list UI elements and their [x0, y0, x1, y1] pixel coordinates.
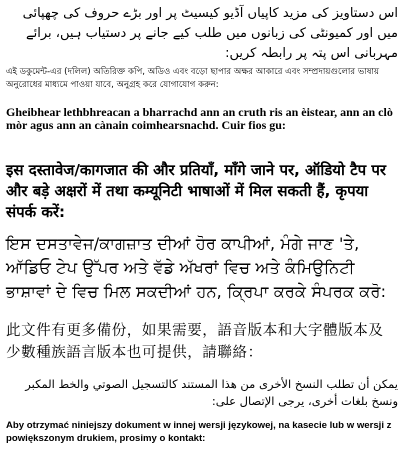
punjabi-text: ਇਸ ਦਸਤਾਵੇਜ/ਕਾਗਜ਼ਾਤ ਦੀਆਂ ਹੋਰ ਕਾਪੀਆਂ, ਮੰਗੇ ਜਾਣ 'ਤੇ, ਆੱਡਿਓ ਟੇਪ ਉੱਪਰ ਅਤੇ ਵੱਡੇ ਅੱਖਰਾਂ ਵਿਚ ਅਤੇ ਕੰਮਿਉਨਿਟੀ ਭਾਸ਼ਾਵਾਂ ਦੇ ਵਿਚ ਮਿਲ ਸਕਦੀਆਂ ਹਨ, ਕ੍ਰਿਪਾ ਕਰਕੇ ਸੰਪਰਕ ਕਰੋ: — [6, 234, 387, 301]
chinese-text: 此文件有更多備份，如果需要，語音版本和大字體版本及少數種族語言版本也可提供，請聯絡： — [6, 323, 384, 361]
bengali-text: এই ডকুমেন্ট-এর (দলিল) অতিরিক্ত কপি, অডিও এবং বড়ো ছাপার অক্ষর আকারে এবং সম্প্রদায়গুলোর ভাষায় অনুরোধের মাধ্যমে পাওয়া যাবে, অনুগ্রহ করে যোগাযোগ করুন: — [6, 67, 380, 90]
polish-text: Aby otrzymać niniejszy dokument w innej wersji językowej, na kasecie lub w wersji z powiększonym drukiem, prosimy o kontakt: — [6, 420, 392, 444]
urdu-text: اس دستاویز کی مزید کاپیاں آڈیو کیسیٹ پر اور بڑے حروف کی چھپائی میں اور کمیونٹی کی زبانوں میں طلب کیے جانے پر دستیاب ہیں، برائے مہربانی اس پتہ پر رابطہ کریں: — [22, 6, 398, 61]
gaelic-text: Gheibhear lethbhreacan a bharrachd ann an cruth ris an èistear, ann an clò mòr agus ann an cànain coimhearsnachd. Cuir fios gu: — [6, 105, 393, 132]
hindi-text: इस दस्तावेज/कागजात की और प्रतियाँ, माँगे जाने पर, ऑडियो टैप पर और बड़े अक्षरों में तथा कम्यूनिटी भाषाओं में मिल सकती हैं, कृपया संपर्क करें: — [6, 161, 387, 221]
arabic-text: يمكن أن تطلب النسخ الأخرى من هذا المستند كالتسجيل الصوتي والخط المكبر ونسخ بلغات أخرى، يرجى الإتصال على: — [25, 377, 398, 408]
